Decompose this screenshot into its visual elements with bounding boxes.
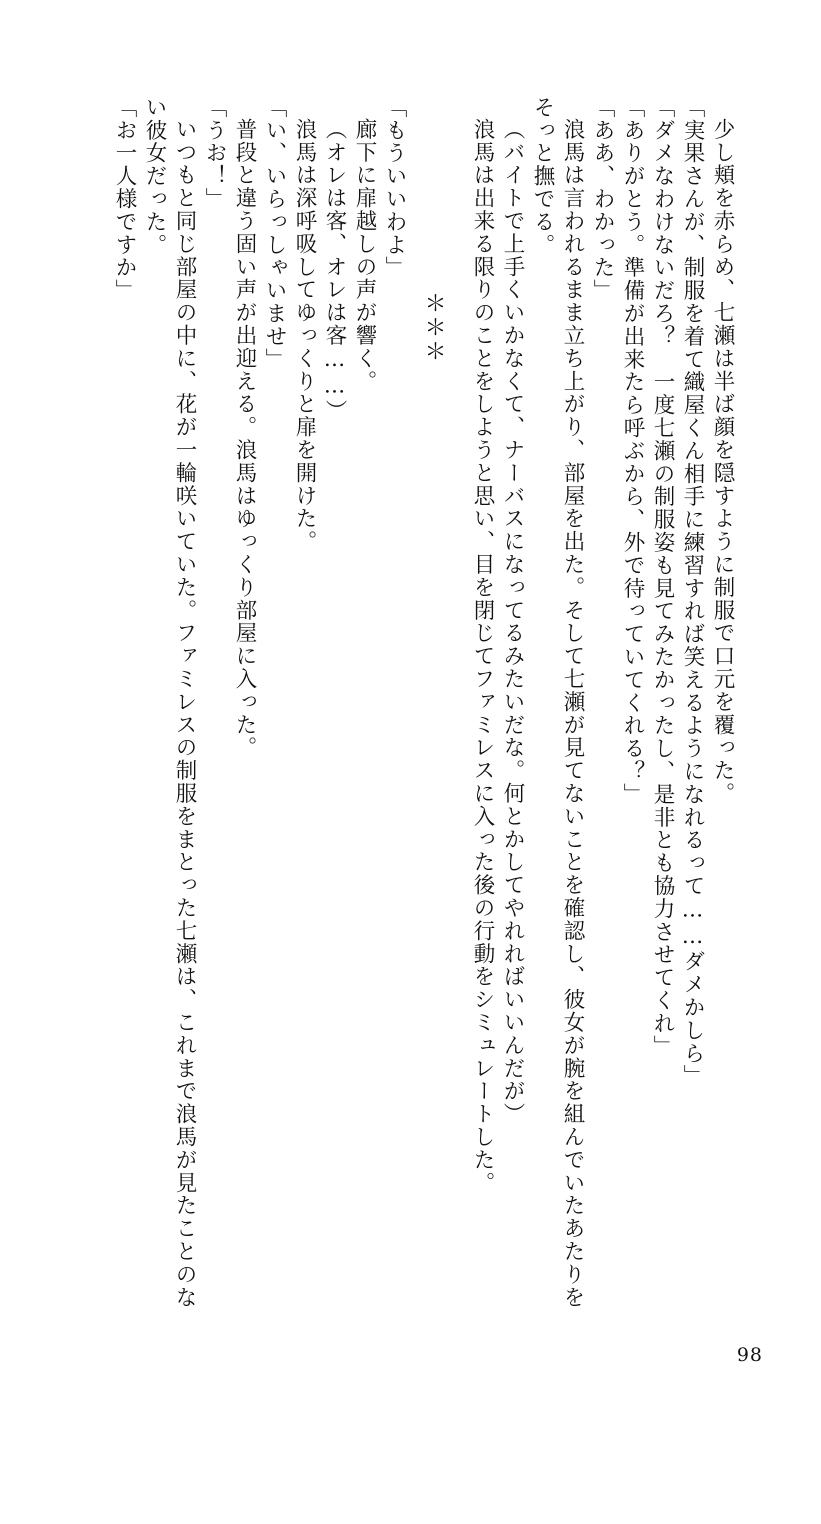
column-gap — [405, 96, 419, 1328]
text-line: 「うお！」 — [202, 96, 227, 211]
text-line: （バイトで上手くいかなくて、ナーバスになってるみたいだな。何とかしてやれればいいんだが） — [500, 118, 525, 1126]
text-line: 「ああ、わかった」 — [590, 96, 615, 303]
text-line: 浪馬は言われるまま立ち上がり、部屋を出た。そして七瀬が見てないことを確認し、彼女が腕を組んでいたあたりを — [560, 118, 585, 1309]
text-line: 普段と違う固い声が出迎える。浪馬はゆっくり部屋に入った。 — [232, 118, 257, 760]
scene-divider: ＊＊＊ — [421, 292, 446, 364]
text-line: （オレは客、オレは客……） — [322, 118, 347, 423]
text-line: いつもと同じ部屋の中に、花が一輪咲いていた。ファミレスの制服をまとった七瀬は、これまで浪馬が見たことのな — [172, 118, 197, 1309]
text-line: 廊下に扉越しの声が響く。 — [352, 118, 377, 393]
text-line: 浪馬は出来る限りのことをしようと思い、目を閉じてファミレスに入った後の行動をシミュレートした。 — [470, 118, 495, 1195]
page-number: 98 — [736, 1344, 763, 1366]
text-line: 「ありがとう。準備が出来たら呼ぶから、外で待っていてくれる？」 — [620, 96, 645, 806]
text-line: 「お一人様ですか」 — [112, 96, 137, 303]
vertical-text-block — [85, 96, 733, 1328]
text-line: 「もういいわよ」 — [382, 96, 407, 280]
text-line: 浪馬は深呼吸してゆっくりと扉を開けた。 — [292, 118, 317, 554]
text-line: 「実果さんが、制服を着て織屋くん相手に練習すれば笑えるようになれるって……ダメかしら」 — [680, 96, 705, 1088]
text-line: 「ダメなわけないだろ？ 一度七瀬の制服姿も見てみたかったし、是非とも協力させてくれ」 — [650, 96, 675, 1058]
text-line: い彼女だった。 — [142, 96, 167, 257]
text-line: 少し頬を赤らめ、七瀬は半ば顔を隠すように制服で口元を覆った。 — [710, 118, 735, 805]
text-line: 「い、いらっしゃいませ」 — [262, 96, 287, 371]
text-line: そっと撫でる。 — [530, 96, 555, 257]
column-gap — [449, 96, 463, 1328]
